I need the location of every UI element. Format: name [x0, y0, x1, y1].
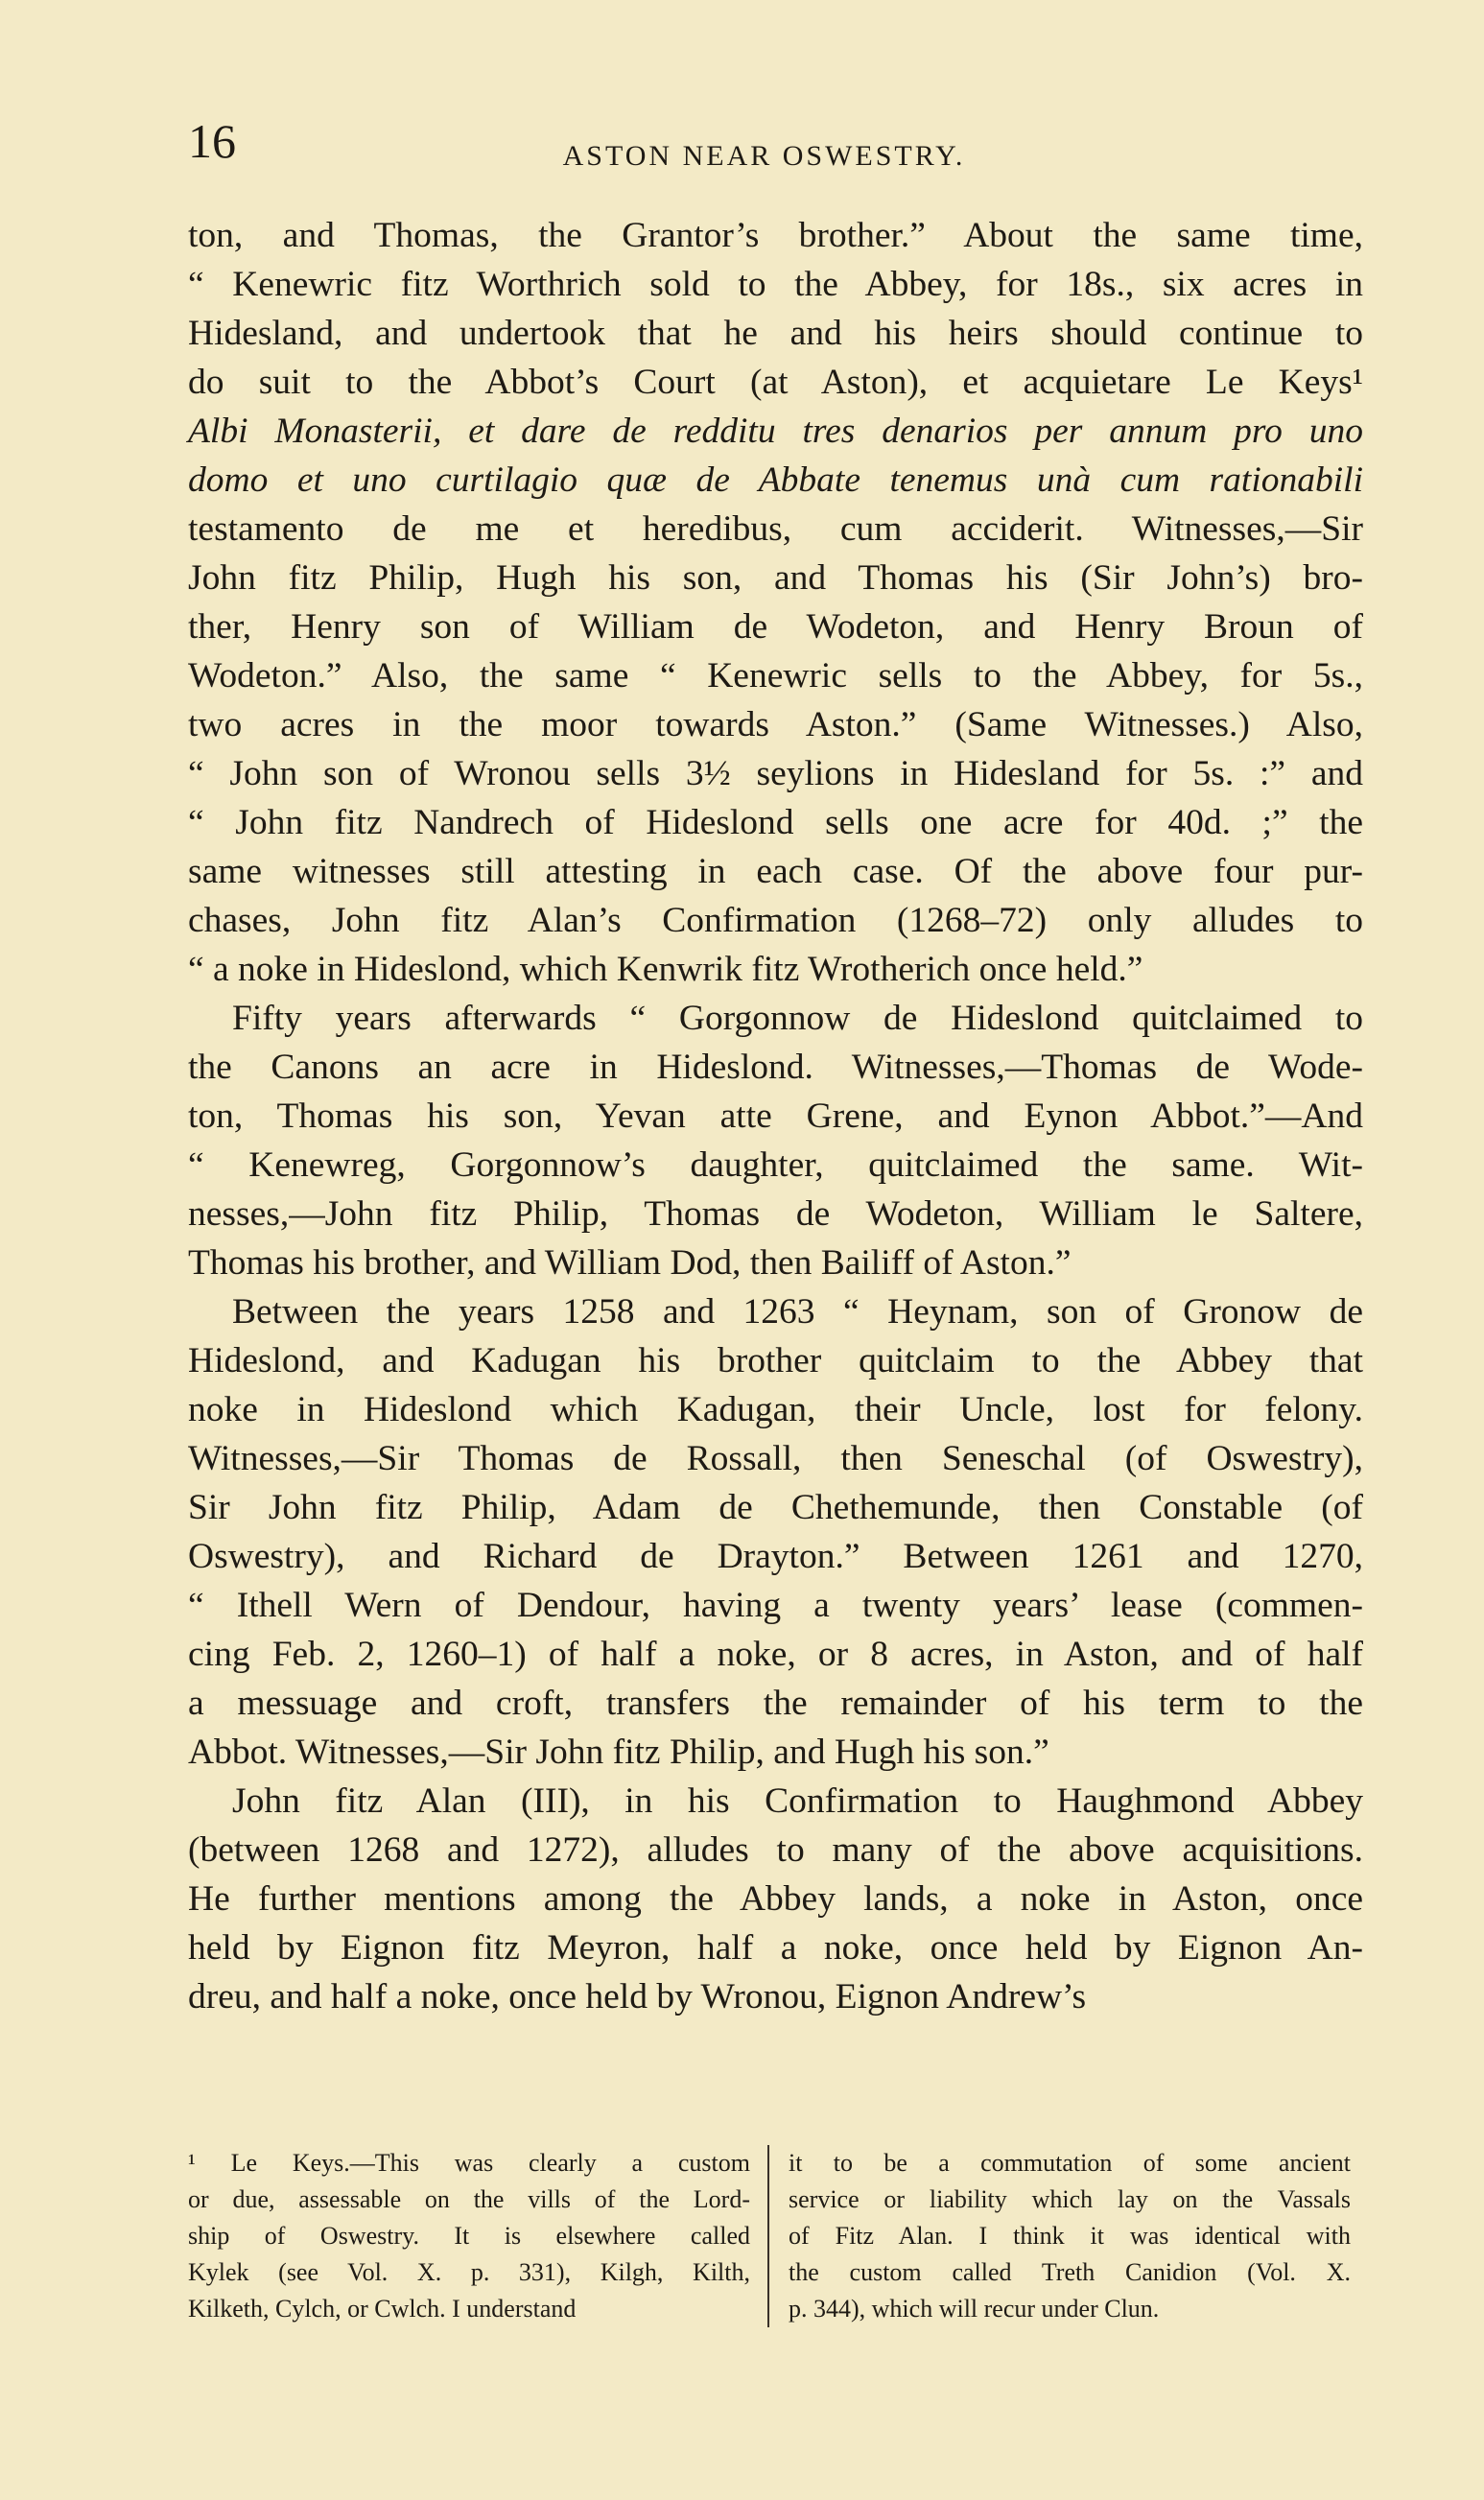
text-line: noke in Hideslond which Kadugan, their Uncle, lost for felony.	[188, 1390, 1363, 1429]
text-line: John fitz Alan (III), in his Confirmation to Haughmond Abbey	[232, 1781, 1363, 1821]
footnote-line: ¹ Le Keys.—This was clearly a custom	[188, 2149, 750, 2177]
footnote-line: or due, assessable on the vills of the Lord-	[188, 2185, 750, 2213]
text-line: He further mentions among the Abbey lands, a noke in Aston, once	[188, 1879, 1363, 1919]
text-line: Abbot. Witnesses,—Sir John fitz Philip, and Hugh his son.”	[188, 1733, 1049, 1772]
text-line: domo et uno curtilagio quæ de Abbate tenemus unà cum rationabili	[188, 460, 1363, 500]
text-line: Hidesland, and undertook that he and his heirs should continue to	[188, 314, 1363, 353]
running-title: ASTON NEAR OSWESTRY.	[562, 140, 966, 172]
text-line: (between 1268 and 1272), alludes to many of the above acquisitions.	[188, 1830, 1363, 1870]
text-line: Sir John fitz Philip, Adam de Chethemunde, then Constable (of	[188, 1488, 1363, 1527]
page-number: 16	[188, 114, 236, 168]
text-line: testamento de me et heredibus, cum acciderit. Witnesses,—Sir	[188, 509, 1363, 549]
footnote-line: Kylek (see Vol. X. p. 331), Kilgh, Kilth,	[188, 2258, 750, 2286]
text-line: ther, Henry son of William de Wodeton, and Henry Broun of	[188, 607, 1363, 647]
text-line: “ Kenewric fitz Worthrich sold to the Abbey, for 18s., six acres in	[188, 265, 1363, 304]
text-line: a messuage and croft, transfers the remainder of his term to the	[188, 1684, 1363, 1723]
text-line: cing Feb. 2, 1260–1) of half a noke, or 8 acres, in Aston, and of half	[188, 1635, 1363, 1674]
text-line: do suit to the Abbot’s Court (at Aston), et acquietare Le Keys¹	[188, 363, 1363, 402]
text-line: Albi Monasterii, et dare de redditu tres denarios per annum pro uno	[188, 412, 1363, 451]
text-line: Hideslond, and Kadugan his brother quitclaim to the Abbey that	[188, 1341, 1363, 1380]
text-line: held by Eignon fitz Meyron, half a noke, once held by Eignon An-	[188, 1928, 1363, 1968]
text-line: “ a noke in Hideslond, which Kenwrik fitz Wrotherich once held.”	[188, 950, 1143, 989]
text-line: “ John fitz Nandrech of Hideslond sells one acre for 40d. ;” the	[188, 803, 1363, 842]
footnote-line: service or liability which lay on the Vassals	[789, 2185, 1351, 2213]
text-line: ton, Thomas his son, Yevan atte Grene, and Eynon Abbot.”—And	[188, 1097, 1363, 1136]
footnote-line: the custom called Treth Canidion (Vol. X.	[789, 2258, 1351, 2286]
text-line: Thomas his brother, and William Dod, then Bailiff of Aston.”	[188, 1243, 1072, 1283]
body-text	[188, 211, 1363, 2021]
footnote-line: Kilketh, Cylch, or Cwlch. I understand	[188, 2295, 577, 2323]
footnote-right-column	[769, 2145, 1351, 2327]
footnote-line: it to be a commutation of some ancient	[789, 2149, 1351, 2177]
text-line: the Canons an acre in Hideslond. Witnesses,—Thomas de Wode-	[188, 1048, 1363, 1087]
page-header	[188, 113, 1340, 180]
text-line: Between the years 1258 and 1263 “ Heynam, son of Gronow de	[232, 1292, 1363, 1332]
text-line: “ John son of Wronou sells 3½ seylions in Hidesland for 5s. :” and	[188, 754, 1363, 793]
text-line: ton, and Thomas, the Grantor’s brother.” About the same time,	[188, 216, 1363, 255]
text-line: Wodeton.” Also, the same “ Kenewric sells to the Abbey, for 5s.,	[188, 656, 1363, 696]
text-line: Fifty years afterwards “ Gorgonnow de Hideslond quitclaimed to	[232, 999, 1363, 1038]
text-line: “ Ithell Wern of Dendour, having a twenty years’ lease (commen-	[188, 1586, 1363, 1625]
text-line: “ Kenewreg, Gorgonnow’s daughter, quitclaimed the same. Wit-	[188, 1145, 1363, 1185]
text-line: two acres in the moor towards Aston.” (Same Witnesses.) Also,	[188, 705, 1363, 744]
text-line: nesses,—John fitz Philip, Thomas de Wodeton, William le Saltere,	[188, 1194, 1363, 1234]
text-line: Witnesses,—Sir Thomas de Rossall, then Seneschal (of Oswestry),	[188, 1439, 1363, 1478]
footnote-line: p. 344), which will recur under Clun.	[789, 2295, 1160, 2323]
footnote-line: of Fitz Alan. I think it was identical with	[789, 2222, 1351, 2250]
text-line: chases, John fitz Alan’s Confirmation (1268–72) only alludes to	[188, 901, 1363, 940]
text-line: same witnesses still attesting in each case. Of the above four pur-	[188, 852, 1363, 891]
footnote-left-column	[188, 2145, 769, 2327]
text-line: Oswestry), and Richard de Drayton.” Between 1261 and 1270,	[188, 1537, 1363, 1576]
footnote-line: ship of Oswestry. It is elsewhere called	[188, 2222, 750, 2250]
text-line: dreu, and half a noke, once held by Wronou, Eignon Andrew’s	[188, 1977, 1087, 2017]
text-line: John fitz Philip, Hugh his son, and Thomas his (Sir John’s) bro-	[188, 558, 1363, 598]
footnote-block	[188, 2145, 1363, 2327]
